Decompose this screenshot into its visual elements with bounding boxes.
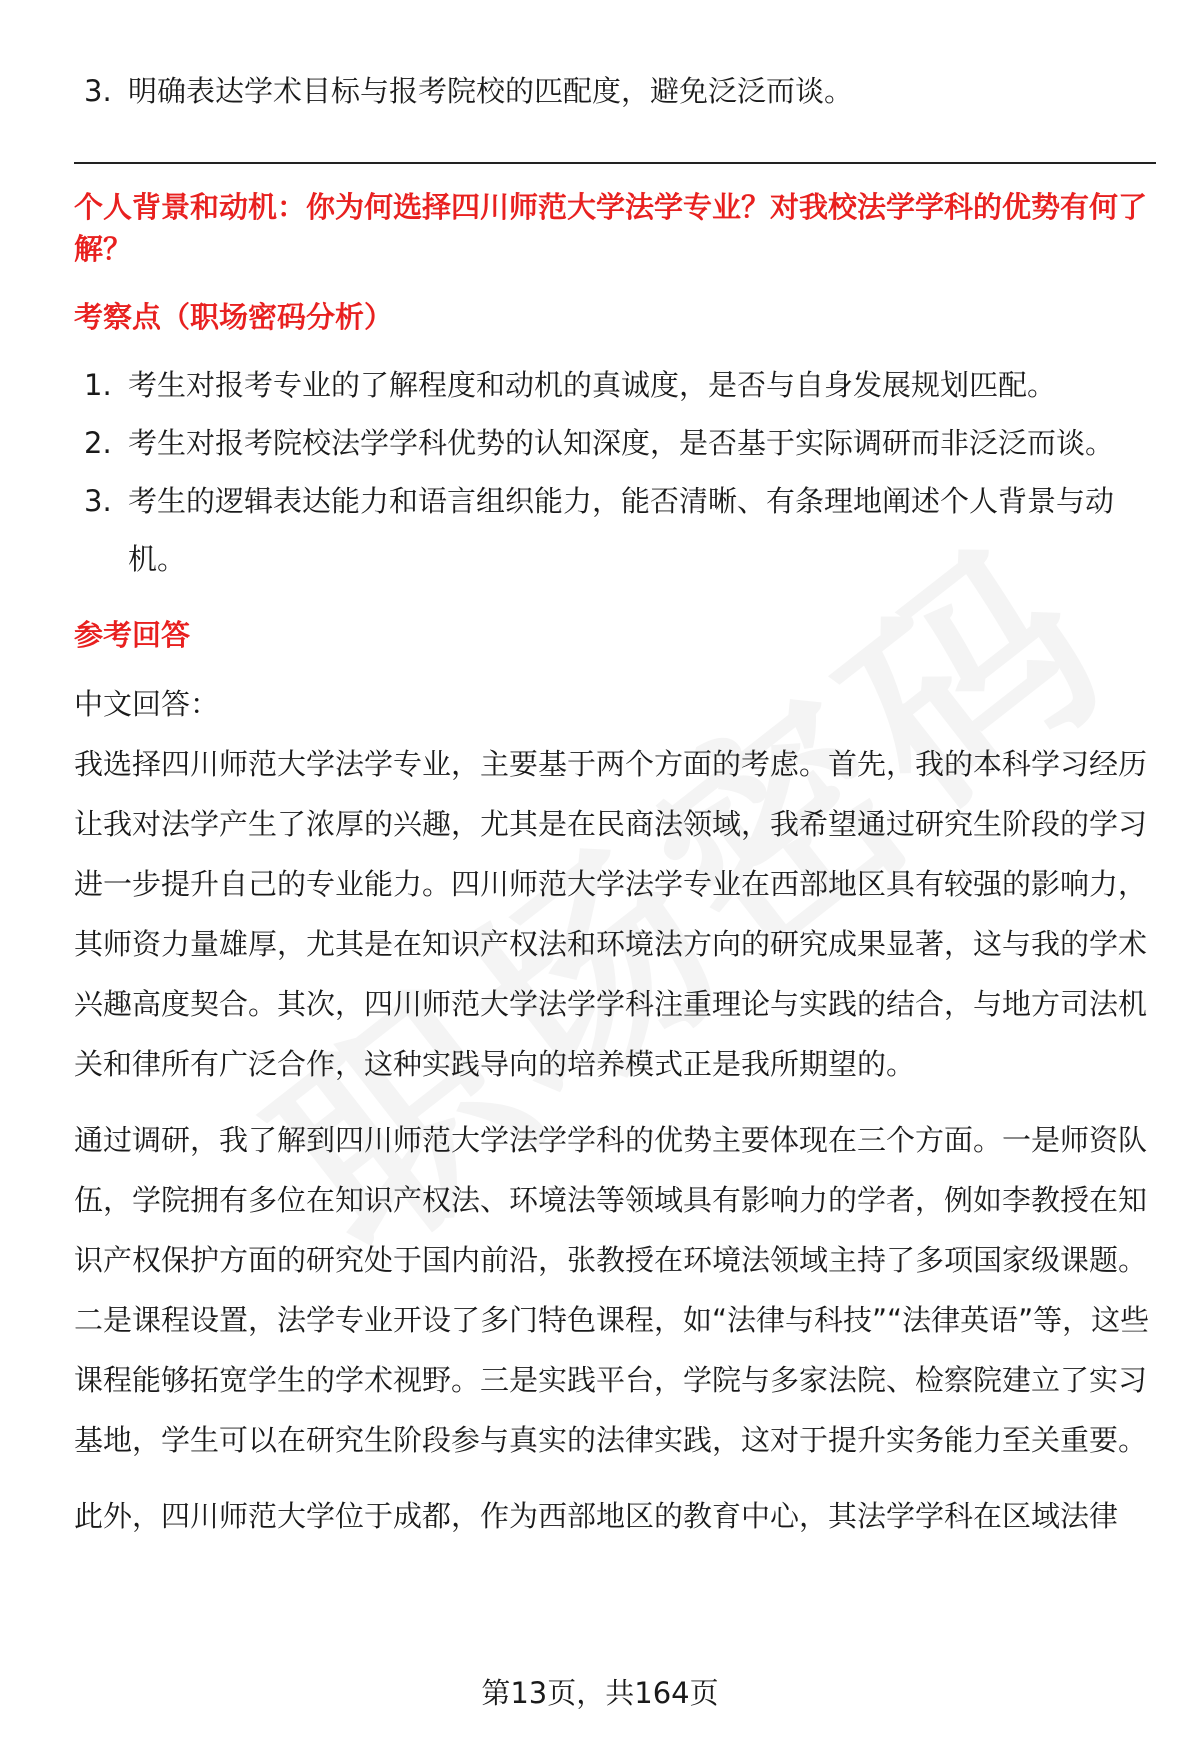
- answer-paragraph: 此外，四川师范大学位于成都，作为西部地区的教育中心，其法学学科在区域法律: [74, 1499, 1119, 1533]
- list-number: 3.: [84, 484, 112, 518]
- reference-answer-label: 参考回答: [74, 618, 191, 652]
- exam-points-list: [74, 356, 1156, 588]
- answer-intro: 中文回答：: [74, 687, 220, 721]
- list-number: 2.: [84, 426, 112, 460]
- list-text: 考生对报考专业的了解程度和动机的真诚度，是否与自身发展规划匹配。: [128, 368, 1057, 402]
- list-item: [74, 356, 1156, 414]
- list-item: [74, 414, 1156, 472]
- list-text: 明确表达学术目标与报考院校的匹配度，避免泛泛而谈。: [128, 74, 854, 108]
- answer-paragraph: 我选择四川师范大学法学专业，主要基于两个方面的考虑。首先，我的本科学习经历让我对法学产生了浓厚的兴趣，尤其是在民商法领域，我希望通过研究生阶段的学习进一步提升自己的专业能力。四川师范大学法学专业在西部地区具有较强的影响力，其师资力量雄厚，尤其是在知识产权法和环境法方向的研究成果显著，这与我的学术兴趣高度契合。其次，四川师范大学法学学科注重理论与实践的结合，与地方司法机关和律所有广泛合作，这种实践导向的培养模式正是我所期望的。: [74, 747, 1148, 1081]
- list-text: 考生的逻辑表达能力和语言组织能力，能否清晰、有条理地阐述个人背景与动机。: [128, 484, 1115, 576]
- previous-list: [74, 62, 1156, 120]
- list-text: 考生对报考院校法学学科优势的认知深度，是否基于实际调研而非泛泛而谈。: [128, 426, 1115, 460]
- section-divider: [74, 162, 1156, 164]
- page-content: [74, 62, 1156, 1546]
- answer-paragraph: 通过调研，我了解到四川师范大学法学学科的优势主要体现在三个方面。一是师资队伍，学院拥有多位在知识产权法、环境法等领域具有影响力的学者，例如李教授在知识产权保护方面的研究处于国内前沿，张教授在环境法领域主持了多项国家级课题。二是课程设置，法学专业开设了多门特色课程，如“法律与科技”“法律英语”等，这些课程能够拓宽学生的学术视野。三是实践平台，学院与多家法院、检察院建立了实习基地，学生可以在研究生阶段参与真实的法律实践，这对于提升实务能力至关重要。: [74, 1123, 1150, 1457]
- page-number-footer: 第13页，共164页: [481, 1676, 719, 1710]
- question-heading: 个人背景和动机：你为何选择四川师范大学法学专业？对我校法学学科的优势有何了解？: [74, 190, 1148, 266]
- list-number: 3.: [84, 74, 112, 108]
- list-number: 1.: [84, 368, 112, 402]
- list-item: [74, 472, 1156, 588]
- list-item: [74, 62, 1156, 120]
- exam-points-label: 考察点（职场密码分析）: [74, 300, 394, 334]
